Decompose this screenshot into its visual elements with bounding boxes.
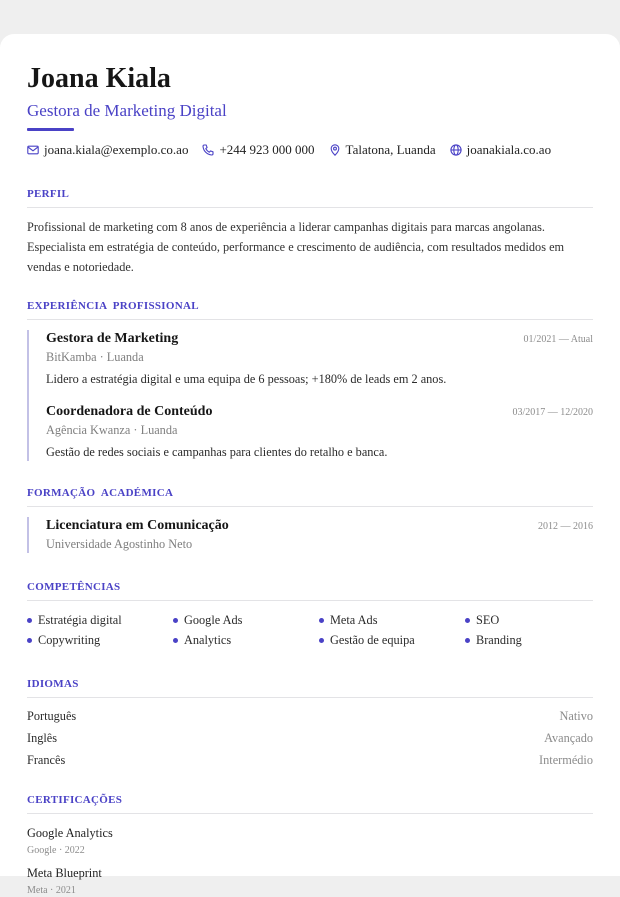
skill-item	[465, 612, 595, 628]
phone-icon	[202, 144, 214, 156]
profile-summary: Profissional de marketing com 8 anos de experiência a liderar campanhas digitais para marcas angolanas. Especialista em estratégia de conteúdo, performance e crescimento de audiência, com resultados medidos em vendas e notoriedade.	[27, 220, 565, 274]
degree-date: 2012 — 2016	[538, 521, 593, 532]
experience-entry	[46, 330, 593, 388]
languages-list	[27, 708, 593, 768]
certification-meta: Meta · 2021	[27, 885, 76, 896]
bullet-icon	[173, 638, 178, 643]
contact-email[interactable]	[27, 142, 188, 158]
bullet-icon	[27, 638, 32, 643]
contact-phone-text: +244 923 000 000	[219, 142, 315, 157]
degree-institution: Universidade Agostinho Neto	[46, 537, 193, 551]
language-row	[27, 752, 593, 768]
contact-website-text: joanakiala.co.ao	[466, 142, 552, 157]
section-divider	[27, 319, 593, 320]
job-company: Agência Kwanza · Luanda	[46, 423, 178, 437]
language-name: Inglês	[27, 731, 58, 745]
language-level: Intermédio	[539, 753, 593, 767]
profile-section	[27, 188, 593, 277]
skills-section	[27, 581, 593, 648]
skill-item	[319, 612, 465, 628]
section-divider	[27, 207, 593, 208]
language-level: Nativo	[559, 709, 593, 723]
skill-label: Meta Ads	[330, 613, 378, 627]
bullet-icon	[173, 618, 178, 623]
skills-grid	[27, 612, 593, 648]
job-description: Gestão de redes sociais e campanhas para clientes do retalho e banca.	[46, 445, 388, 459]
experience-section	[27, 300, 593, 461]
languages-section	[27, 678, 593, 768]
candidate-role: Gestora de Marketing Digital	[27, 101, 227, 120]
job-date: 03/2017 — 12/2020	[512, 407, 593, 418]
section-divider	[27, 697, 593, 698]
language-name: Português	[27, 709, 77, 723]
job-company: BitKamba · Luanda	[46, 350, 144, 364]
certification-entry	[27, 865, 593, 897]
section-divider	[27, 600, 593, 601]
skill-label: Copywriting	[38, 633, 101, 647]
language-name: Francês	[27, 753, 66, 767]
bullet-icon	[465, 618, 470, 623]
skill-item	[27, 632, 173, 648]
education-entry	[46, 517, 593, 553]
contact-location-text: Talatona, Luanda	[345, 142, 436, 157]
contact-phone[interactable]	[202, 142, 314, 158]
education-timeline	[27, 517, 593, 553]
language-level: Avançado	[544, 731, 593, 745]
contact-website[interactable]	[450, 142, 551, 158]
globe-icon	[450, 144, 462, 156]
skill-item	[465, 632, 595, 648]
section-divider	[27, 506, 593, 507]
skill-label: Analytics	[184, 633, 232, 647]
bullet-icon	[319, 638, 324, 643]
section-divider	[27, 813, 593, 814]
contact-bar	[27, 141, 593, 159]
experience-entry	[46, 403, 593, 461]
certifications-section-title: CERTIFICAÇÕES	[27, 794, 123, 806]
skill-label: Branding	[476, 633, 522, 647]
role-underline	[27, 128, 74, 131]
bullet-icon	[27, 618, 32, 623]
skill-label: Estratégia digital	[38, 613, 122, 627]
job-date: 01/2021 — Atual	[523, 334, 593, 345]
job-description: Lidero a estratégia digital e uma equipa de 6 pessoas; +180% de leads em 2 anos.	[46, 372, 447, 386]
degree-title: Licenciatura em Comunicação	[46, 518, 229, 533]
contact-location	[329, 142, 436, 158]
location-pin-icon	[329, 144, 341, 156]
resume-page	[0, 34, 620, 896]
skill-label: Gestão de equipa	[330, 633, 415, 647]
certification-name: Google Analytics	[27, 826, 113, 840]
job-title: Coordenadora de Conteúdo	[46, 404, 213, 419]
certification-entry	[27, 825, 593, 857]
skill-label: Google Ads	[184, 613, 243, 627]
skill-item	[173, 612, 319, 628]
skill-item	[173, 632, 319, 648]
skill-item	[27, 612, 173, 628]
certification-meta: Google · 2022	[27, 845, 85, 856]
certification-name: Meta Blueprint	[27, 866, 102, 880]
languages-section-title: IDIOMAS	[27, 678, 79, 690]
profile-section-title: PERFIL	[27, 188, 70, 200]
skill-item	[319, 632, 465, 648]
skill-label: SEO	[476, 613, 500, 627]
experience-timeline	[27, 330, 593, 461]
language-row	[27, 730, 593, 746]
certifications-section	[27, 794, 593, 897]
bullet-icon	[319, 618, 324, 623]
language-row	[27, 708, 593, 724]
bullet-icon	[465, 638, 470, 643]
skills-section-title: COMPETÊNCIAS	[27, 581, 121, 593]
education-section-title: FORMAÇÃO ACADÉMICA	[27, 487, 174, 499]
job-title: Gestora de Marketing	[46, 331, 179, 346]
experience-section-title: EXPERIÊNCIA PROFISSIONAL	[27, 300, 199, 312]
mail-icon	[27, 144, 39, 156]
education-section	[27, 487, 593, 553]
contact-email-text: joana.kiala@exemplo.co.ao	[44, 142, 189, 157]
candidate-name: Joana Kiala	[27, 63, 171, 94]
